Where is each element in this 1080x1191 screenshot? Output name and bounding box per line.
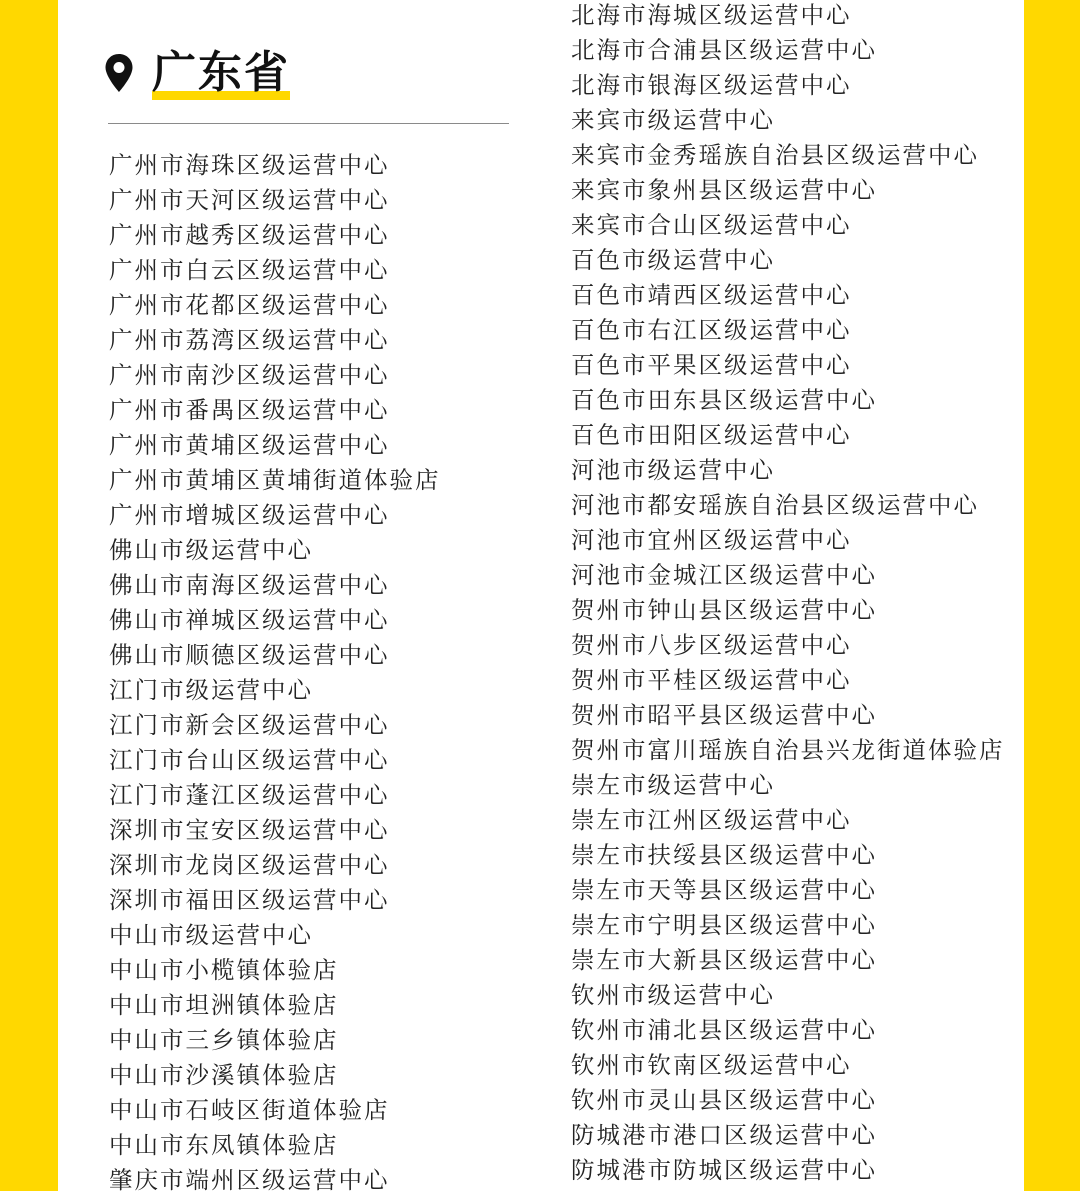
left-store-list [109, 148, 441, 1191]
store-list-item: 佛山市南海区级运营中心 [109, 571, 390, 599]
store-list-item: 河池市宜州区级运营中心 [571, 526, 852, 554]
store-list-item: 深圳市宝安区级运营中心 [109, 816, 390, 844]
province-heading [104, 44, 290, 102]
store-list-item: 江门市台山区级运营中心 [109, 746, 390, 774]
store-list-item: 深圳市福田区级运营中心 [109, 886, 390, 914]
store-list-item: 崇左市扶绥县区级运营中心 [571, 841, 877, 869]
store-list-item: 江门市级运营中心 [109, 676, 313, 704]
store-list-item: 广州市南沙区级运营中心 [109, 361, 390, 389]
store-list-item: 北海市合浦县区级运营中心 [571, 36, 877, 64]
store-list-item: 来宾市合山区级运营中心 [571, 211, 852, 239]
store-list-item: 广州市花都区级运营中心 [109, 291, 390, 319]
store-list-item: 中山市级运营中心 [109, 921, 313, 949]
store-list-item: 贺州市平桂区级运营中心 [571, 666, 852, 694]
store-list-item: 贺州市昭平县区级运营中心 [571, 701, 877, 729]
store-list-item: 中山市石岐区街道体验店 [109, 1096, 390, 1124]
store-list-item: 崇左市宁明县区级运营中心 [571, 911, 877, 939]
divider [108, 123, 509, 124]
store-list-item: 来宾市金秀瑶族自治县区级运营中心 [571, 141, 979, 169]
store-list-item: 百色市田阳区级运营中心 [571, 421, 852, 449]
store-list-item: 崇左市天等县区级运营中心 [571, 876, 877, 904]
province-title-wrap [152, 44, 290, 102]
store-list-item: 百色市田东县区级运营中心 [571, 386, 877, 414]
store-list-item: 河池市都安瑶族自治县区级运营中心 [571, 491, 979, 519]
store-list-item: 中山市坦洲镇体验店 [109, 991, 339, 1019]
store-list-item: 钦州市浦北县区级运营中心 [571, 1016, 877, 1044]
store-list-item: 佛山市顺德区级运营中心 [109, 641, 390, 669]
right-store-list [571, 0, 1005, 1188]
store-list-item: 广州市黄埔区级运营中心 [109, 431, 390, 459]
store-list-item: 北海市海城区级运营中心 [571, 1, 852, 29]
store-list-item: 佛山市禅城区级运营中心 [109, 606, 390, 634]
store-list-item: 广州市天河区级运营中心 [109, 186, 390, 214]
store-list-item: 深圳市龙岗区级运营中心 [109, 851, 390, 879]
store-list-item: 肇庆市端州区级运营中心 [109, 1166, 390, 1191]
store-list-item: 中山市东凤镇体验店 [109, 1131, 339, 1159]
store-list-item: 贺州市富川瑶族自治县兴龙街道体验店 [571, 736, 1005, 764]
store-list-item: 河池市级运营中心 [571, 456, 775, 484]
store-list-item: 中山市三乡镇体验店 [109, 1026, 339, 1054]
store-list-item: 崇左市大新县区级运营中心 [571, 946, 877, 974]
store-list-item: 百色市右江区级运营中心 [571, 316, 852, 344]
store-list-item: 来宾市级运营中心 [571, 106, 775, 134]
store-list-item: 河池市金城江区级运营中心 [571, 561, 877, 589]
store-list-item: 百色市靖西区级运营中心 [571, 281, 852, 309]
location-pin-icon [104, 53, 134, 93]
store-list-item: 广州市黄埔区黄埔街道体验店 [109, 466, 441, 494]
store-list-item: 中山市小榄镇体验店 [109, 956, 339, 984]
store-list-item: 钦州市灵山县区级运营中心 [571, 1086, 877, 1114]
store-list-item: 贺州市钟山县区级运营中心 [571, 596, 877, 624]
store-list-item: 广州市番禺区级运营中心 [109, 396, 390, 424]
store-list-item: 百色市级运营中心 [571, 246, 775, 274]
store-list-item: 广州市越秀区级运营中心 [109, 221, 390, 249]
store-list-item: 百色市平果区级运营中心 [571, 351, 852, 379]
store-list-page [58, 0, 1024, 1191]
store-list-item: 广州市海珠区级运营中心 [109, 151, 390, 179]
store-list-item: 崇左市级运营中心 [571, 771, 775, 799]
store-list-item: 佛山市级运营中心 [109, 536, 313, 564]
store-list-item: 防城港市港口区级运营中心 [571, 1121, 877, 1149]
store-list-item: 钦州市钦南区级运营中心 [571, 1051, 852, 1079]
store-list-item: 来宾市象州县区级运营中心 [571, 176, 877, 204]
store-list-item: 广州市增城区级运营中心 [109, 501, 390, 529]
store-list-item: 防城港市防城区级运营中心 [571, 1156, 877, 1184]
store-list-item: 北海市银海区级运营中心 [571, 71, 852, 99]
store-list-item: 贺州市八步区级运营中心 [571, 631, 852, 659]
store-list-item: 江门市蓬江区级运营中心 [109, 781, 390, 809]
store-list-item: 广州市白云区级运营中心 [109, 256, 390, 284]
store-list-item: 钦州市级运营中心 [571, 981, 775, 1009]
store-list-item: 广州市荔湾区级运营中心 [109, 326, 390, 354]
store-list-item: 崇左市江州区级运营中心 [571, 806, 852, 834]
province-title: 广东省 [152, 47, 290, 98]
store-list-item: 江门市新会区级运营中心 [109, 711, 390, 739]
store-list-item: 中山市沙溪镇体验店 [109, 1061, 339, 1089]
